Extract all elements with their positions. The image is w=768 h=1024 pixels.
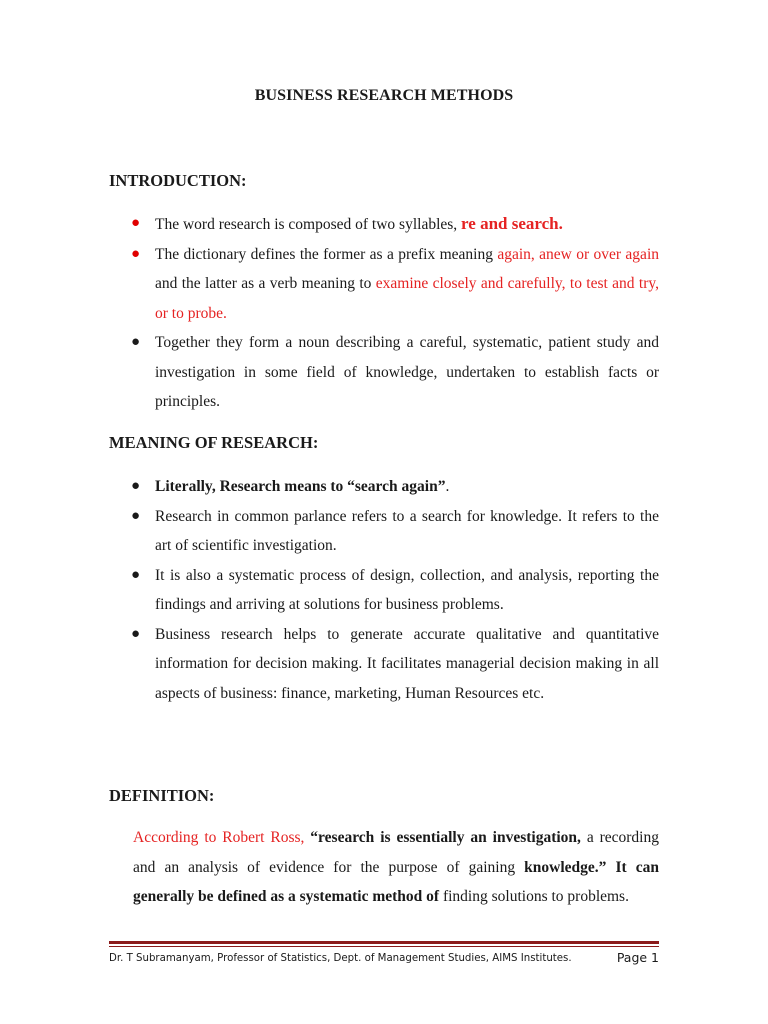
- intro-bullet-3-text: Together they form a noun describing a careful, systematic, patient study and investigation in some field of knowledge, undertaken to establish facts or principles.: [155, 334, 659, 410]
- meaning-bullet-1-tail: .: [445, 478, 450, 495]
- meaning-bullet-4-text: Business research helps to generate accurate qualitative and quantitative information for decision making. It facilitates managerial decision making in all aspects of business: finance, marketing, Human Resources etc.: [155, 625, 659, 702]
- meaning-bullet-3-text: It is also a systematic process of design, collection, and analysis, reporting the findings and arriving at solutions for business problems.: [155, 566, 659, 613]
- footer-divider: [109, 941, 659, 947]
- definition-text-2: finding solutions to problems.: [439, 888, 629, 905]
- document-title: BUSINESS RESEARCH METHODS: [254, 87, 514, 104]
- list-item: [109, 328, 659, 417]
- introduction-heading: INTRODUCTION:: [109, 171, 247, 190]
- footer-rule-thin: [109, 946, 659, 947]
- list-item: [109, 472, 659, 502]
- bullet-icon: ●: [131, 334, 141, 350]
- meaning-bullet-2-text: Research in common parlance refers to a search for knowledge. It refers to the art of scientific investigation.: [155, 507, 659, 554]
- bullet-icon: ●: [131, 478, 141, 494]
- bullet-icon: ●: [131, 215, 141, 231]
- definition-attribution: According to Robert Ross,: [133, 829, 305, 846]
- bullet-icon: ●: [131, 245, 141, 262]
- list-item: [109, 502, 659, 561]
- introduction-list: [109, 209, 659, 417]
- intro-bullet-2-highlight-2: examine closely and carefully, to test and try, or to probe.: [155, 275, 659, 322]
- bullet-icon: ●: [131, 566, 141, 583]
- intro-bullet-2-text-1: The dictionary defines the former as a prefix meaning: [155, 245, 498, 263]
- meaning-list: [109, 472, 659, 708]
- bullet-icon: ●: [131, 507, 141, 524]
- page-number: Page 1: [616, 950, 659, 965]
- meaning-bullet-1-bold: Literally, Research means to “search again”: [155, 478, 446, 495]
- definition-heading: DEFINITION:: [109, 786, 215, 805]
- footer-credit: Dr. T Subramanyam, Professor of Statistics, Dept. of Management Studies, AIMS Institutes.: [109, 953, 572, 964]
- footer-rule-thick: [109, 941, 659, 944]
- intro-bullet-1-text: The word research is composed of two syllables,: [155, 216, 462, 233]
- list-item: [109, 561, 659, 620]
- definition-text-1: a recording and an analysis of evidence for the purpose of gaining: [133, 829, 659, 876]
- definition-bold-2: knowledge.” It can generally be defined as a systematic method of: [133, 858, 659, 905]
- definition-quote: “research is essentially an investigation,: [304, 829, 581, 846]
- list-item: [109, 209, 659, 240]
- bullet-icon: ●: [131, 625, 141, 642]
- definition-paragraph: [133, 823, 659, 912]
- meaning-heading: MEANING OF RESEARCH:: [109, 433, 319, 452]
- intro-bullet-2-highlight-1: again, anew or over again: [497, 245, 659, 263]
- list-item: [109, 620, 659, 709]
- intro-bullet-1-highlight: re and search.: [461, 214, 563, 233]
- list-item: [109, 240, 659, 329]
- intro-bullet-2-text-2: and the latter as a verb meaning to: [155, 275, 376, 292]
